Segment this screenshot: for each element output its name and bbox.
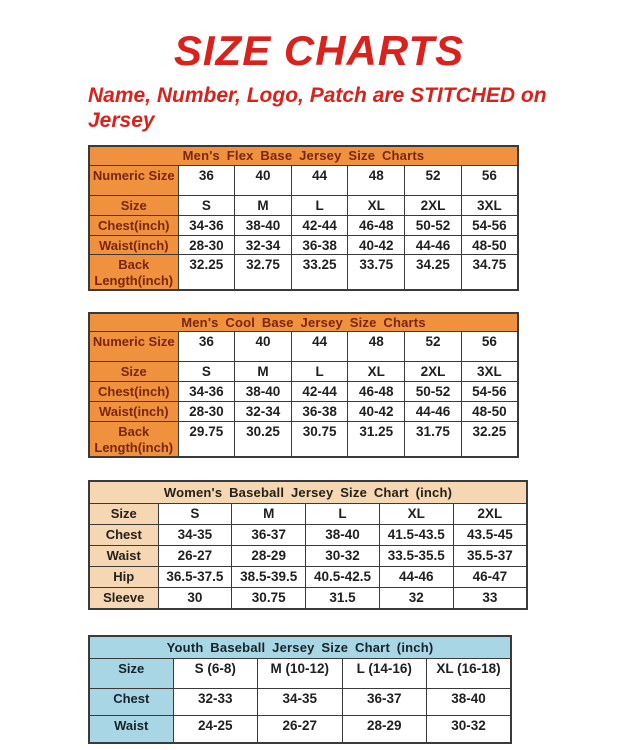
table-title: Youth Baseball Jersey Size Chart (inch) <box>89 636 511 659</box>
size-cell: 30.75 <box>291 422 348 457</box>
row-label: Numeric Size <box>89 332 178 362</box>
size-cell: 32.25 <box>178 255 235 290</box>
size-cell: 54-56 <box>461 382 518 402</box>
size-cell: 32.75 <box>235 255 292 290</box>
size-cell: 38-40 <box>235 215 292 235</box>
size-cell: 2XL <box>405 362 462 382</box>
table-row <box>89 504 527 525</box>
table-title-row <box>89 481 527 504</box>
row-label: Sleeve <box>89 588 158 609</box>
size-cell: 34-36 <box>178 382 235 402</box>
size-cell: 42-44 <box>291 382 348 402</box>
size-table-mens-cool-base <box>88 312 519 458</box>
size-cell: 31.25 <box>348 422 405 457</box>
size-cell: 56 <box>461 165 518 195</box>
page-subtitle: Name, Number, Logo, Patch are STITCHED on Jersey <box>88 84 547 133</box>
size-table-youth-baseball <box>88 635 512 744</box>
size-table-womens-baseball <box>88 480 528 610</box>
size-cell: 36 <box>178 332 235 362</box>
size-cell: 36-38 <box>291 235 348 255</box>
size-cell: 34-36 <box>178 215 235 235</box>
row-label: Back Length(inch) <box>89 255 178 290</box>
size-cell: M <box>235 195 292 215</box>
size-cell: 44 <box>291 165 348 195</box>
size-cell: 56 <box>461 332 518 362</box>
size-cell: 31.75 <box>405 422 462 457</box>
row-label: Size <box>89 195 178 215</box>
row-label: Waist <box>89 546 158 567</box>
table-row <box>89 402 518 422</box>
size-cell: 33.5-35.5 <box>379 546 453 567</box>
size-cell: 50-52 <box>405 382 462 402</box>
size-cell: 44-46 <box>405 235 462 255</box>
size-cell: 48-50 <box>461 402 518 422</box>
size-cell: 46-48 <box>348 215 405 235</box>
size-cell: 31.5 <box>306 588 380 609</box>
size-cell: L (14-16) <box>342 659 427 689</box>
size-cell: 36-37 <box>342 689 427 716</box>
size-cell: M <box>232 504 306 525</box>
size-cell: 40 <box>235 165 292 195</box>
size-cell: 38-40 <box>427 689 512 716</box>
row-label: Size <box>89 362 178 382</box>
size-cell: 40 <box>235 332 292 362</box>
table-row <box>89 362 518 382</box>
size-cell: 26-27 <box>158 546 232 567</box>
row-label: Size <box>89 504 158 525</box>
size-cell: 33.75 <box>348 255 405 290</box>
table-row <box>89 382 518 402</box>
size-cell: 36.5-37.5 <box>158 567 232 588</box>
size-cell: XL (16-18) <box>427 659 512 689</box>
size-cell: 24-25 <box>173 716 258 743</box>
table-row <box>89 659 511 689</box>
row-label: Chest(inch) <box>89 382 178 402</box>
size-cell: 42-44 <box>291 215 348 235</box>
size-cell: 48 <box>348 165 405 195</box>
size-cell: 33.25 <box>291 255 348 290</box>
size-cell: 32-33 <box>173 689 258 716</box>
size-cell: 43.5-45 <box>453 525 527 546</box>
size-cell: 28-29 <box>342 716 427 743</box>
size-cell: 26-27 <box>258 716 343 743</box>
table-title-row <box>89 146 518 165</box>
size-cell: M (10-12) <box>258 659 343 689</box>
size-cell: 34-35 <box>158 525 232 546</box>
size-cell: 34.75 <box>461 255 518 290</box>
size-cell: 28-30 <box>178 402 235 422</box>
row-label: Chest <box>89 525 158 546</box>
size-cell: 46-47 <box>453 567 527 588</box>
size-cell: 40-42 <box>348 402 405 422</box>
size-cell: 29.75 <box>178 422 235 457</box>
size-cell: 2XL <box>405 195 462 215</box>
size-cell: L <box>291 195 348 215</box>
table-title-row <box>89 636 511 659</box>
size-cell: S (6-8) <box>173 659 258 689</box>
table-row <box>89 422 518 457</box>
table-row <box>89 716 511 743</box>
table-row <box>89 195 518 215</box>
page-title: SIZE CHARTS <box>173 27 465 74</box>
row-label: Waist(inch) <box>89 402 178 422</box>
size-cell: 44-46 <box>405 402 462 422</box>
row-label: Hip <box>89 567 158 588</box>
size-cell: 50-52 <box>405 215 462 235</box>
size-cell: 32.25 <box>461 422 518 457</box>
size-cell: 38-40 <box>306 525 380 546</box>
size-cell: 34-35 <box>258 689 343 716</box>
size-cell: XL <box>348 195 405 215</box>
size-cell: 34.25 <box>405 255 462 290</box>
size-cell: S <box>178 195 235 215</box>
size-cell: 38-40 <box>235 382 292 402</box>
size-table-mens-flex-base <box>88 145 519 291</box>
size-cell: 48-50 <box>461 235 518 255</box>
table-row <box>89 567 527 588</box>
table-row <box>89 689 511 716</box>
size-cell: 54-56 <box>461 215 518 235</box>
size-cell: L <box>306 504 380 525</box>
size-cell: 33 <box>453 588 527 609</box>
size-cell: 30.75 <box>232 588 306 609</box>
size-tables <box>88 145 638 744</box>
size-cell: 48 <box>348 332 405 362</box>
size-cell: 30.25 <box>235 422 292 457</box>
size-cell: 40-42 <box>348 235 405 255</box>
table-title-row <box>89 313 518 332</box>
row-label: Back Length(inch) <box>89 422 178 457</box>
size-cell: 3XL <box>461 362 518 382</box>
size-cell: XL <box>348 362 405 382</box>
size-cell: 32 <box>379 588 453 609</box>
table-row <box>89 255 518 290</box>
size-cell: 36-37 <box>232 525 306 546</box>
size-cell: 41.5-43.5 <box>379 525 453 546</box>
size-cell: 36-38 <box>291 402 348 422</box>
size-cell: L <box>291 362 348 382</box>
size-cell: 28-29 <box>232 546 306 567</box>
table-row <box>89 332 518 362</box>
size-cell: 44-46 <box>379 567 453 588</box>
table-row <box>89 525 527 546</box>
size-cell: 52 <box>405 165 462 195</box>
row-label: Waist <box>89 716 173 743</box>
size-cell: 38.5-39.5 <box>232 567 306 588</box>
row-label: Size <box>89 659 173 689</box>
size-cell: S <box>158 504 232 525</box>
size-cell: 32-34 <box>235 402 292 422</box>
size-cell: 2XL <box>453 504 527 525</box>
size-cell: 30 <box>158 588 232 609</box>
row-label: Numeric Size <box>89 165 178 195</box>
size-cell: 35.5-37 <box>453 546 527 567</box>
size-cell: 36 <box>178 165 235 195</box>
table-row <box>89 235 518 255</box>
size-cell: 46-48 <box>348 382 405 402</box>
size-cell: 28-30 <box>178 235 235 255</box>
row-label: Chest <box>89 689 173 716</box>
size-cell: 3XL <box>461 195 518 215</box>
table-row <box>89 546 527 567</box>
table-title: Men's Flex Base Jersey Size Charts <box>89 146 518 165</box>
row-label: Waist(inch) <box>89 235 178 255</box>
table-row <box>89 588 527 609</box>
size-cell: 52 <box>405 332 462 362</box>
table-row <box>89 165 518 195</box>
size-cell: S <box>178 362 235 382</box>
size-cell: M <box>235 362 292 382</box>
table-row <box>89 215 518 235</box>
table-title: Men's Cool Base Jersey Size Charts <box>89 313 518 332</box>
size-cell: 44 <box>291 332 348 362</box>
size-cell: 30-32 <box>427 716 512 743</box>
size-cell: 32-34 <box>235 235 292 255</box>
size-cell: XL <box>379 504 453 525</box>
table-title: Women's Baseball Jersey Size Chart (inch) <box>89 481 527 504</box>
row-label: Chest(inch) <box>89 215 178 235</box>
size-cell: 30-32 <box>306 546 380 567</box>
size-cell: 40.5-42.5 <box>306 567 380 588</box>
